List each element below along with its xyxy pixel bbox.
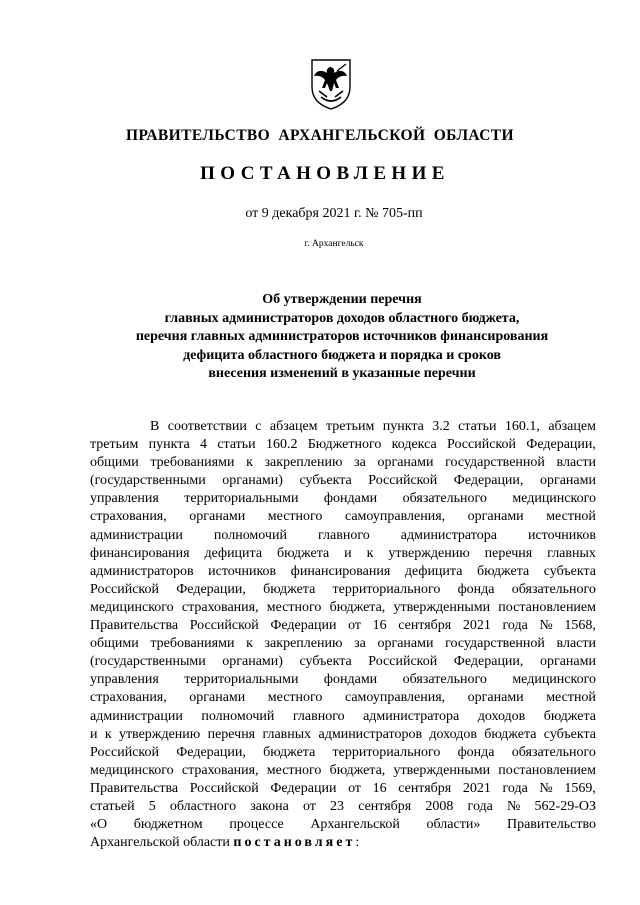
body-word: доходов xyxy=(429,726,477,742)
body-word: закона xyxy=(250,798,289,814)
body-word: органами xyxy=(189,509,246,525)
body-word: субъекта xyxy=(299,473,352,489)
body-word: местного xyxy=(266,599,322,615)
body-word: местной xyxy=(546,509,596,525)
body-line xyxy=(90,816,596,834)
body-word: утвержденными xyxy=(393,762,491,778)
body-word: местного xyxy=(267,509,323,525)
body-word: третьим xyxy=(325,419,375,434)
body-word: 3.2 xyxy=(432,419,450,434)
body-line xyxy=(90,744,596,762)
body-word: обязательного xyxy=(511,744,596,760)
body-line xyxy=(90,798,596,816)
body-line xyxy=(90,418,596,436)
title-line: внесения изменений в указанные перечни xyxy=(208,366,476,382)
body-word: утвержденными xyxy=(393,599,491,615)
title-line: дефицита областного бюджета и порядка и сроков xyxy=(183,347,501,363)
body-word: обязательного xyxy=(402,672,487,688)
body-word: 2008 xyxy=(425,798,454,814)
body-word: постановлением xyxy=(498,762,596,778)
body-word: бюджета xyxy=(277,545,330,561)
body-word: абзацем xyxy=(548,419,596,434)
body-word: фондами xyxy=(323,672,378,688)
body-word: органами xyxy=(539,654,596,670)
body-word: Федерации xyxy=(270,618,337,634)
body-line xyxy=(90,726,596,744)
document-body xyxy=(90,418,596,852)
body-word: 1568, xyxy=(564,618,596,634)
body-word: власти xyxy=(556,636,596,652)
body-word: Федерации, xyxy=(176,744,246,760)
body-word: фонда xyxy=(457,581,495,597)
final-line-prefix: Архангельской области xyxy=(90,835,230,851)
body-line xyxy=(90,545,596,563)
body-word: требованиями xyxy=(150,636,235,652)
body-word: местного xyxy=(267,690,323,706)
body-word: главного xyxy=(292,708,345,724)
body-line xyxy=(90,635,596,653)
body-word: бюджета xyxy=(263,744,316,760)
body-line xyxy=(90,527,596,545)
body-word: медицинского xyxy=(512,491,596,507)
body-word: администратора xyxy=(363,708,460,724)
body-word: территориального xyxy=(332,581,441,597)
body-line xyxy=(90,671,596,689)
body-word: № xyxy=(507,798,521,814)
body-word: 23 xyxy=(330,798,345,814)
body-word: 2021 xyxy=(462,618,491,634)
body-word: общими xyxy=(90,636,139,652)
body-word: утверждению xyxy=(388,545,470,561)
body-word: от xyxy=(348,780,361,796)
body-word: полномочий xyxy=(201,708,275,724)
body-word: областного xyxy=(169,798,237,814)
body-word: Российской xyxy=(189,780,259,796)
body-word: медицинского xyxy=(90,762,174,778)
body-word: финансирования xyxy=(290,563,391,579)
body-word: местного xyxy=(266,762,322,778)
body-word: «О xyxy=(90,817,108,833)
body-word: администраторов xyxy=(318,726,423,742)
body-word: Федерации, xyxy=(453,654,524,670)
body-line xyxy=(90,599,596,617)
body-line xyxy=(90,617,596,635)
body-word: к xyxy=(366,545,374,561)
coat-of-arms-icon xyxy=(309,57,353,111)
body-word: общими xyxy=(90,455,139,471)
body-word: перечня xyxy=(207,726,256,742)
body-word: власти xyxy=(556,455,596,471)
body-word: бюджета, xyxy=(329,599,386,615)
body-word: территориальными xyxy=(184,672,299,688)
body-word: источников xyxy=(208,563,277,579)
body-word: Правительства xyxy=(90,618,179,634)
body-word: к xyxy=(246,636,253,652)
body-word: бюджета xyxy=(543,708,596,724)
body-word: страхования, xyxy=(181,599,259,615)
body-word: главных xyxy=(262,726,312,742)
body-word: Российской xyxy=(189,618,259,634)
body-word: управления xyxy=(90,672,159,688)
body-word: дефицита xyxy=(204,545,263,561)
body-word: статьи xyxy=(217,437,256,453)
body-line xyxy=(90,508,596,526)
body-line xyxy=(90,472,596,490)
body-line xyxy=(90,762,596,780)
body-word: сентября xyxy=(398,780,452,796)
body-line xyxy=(90,689,596,707)
body-word: Федерации xyxy=(270,780,337,796)
body-word: Российской xyxy=(368,473,438,489)
body-word: года xyxy=(502,780,528,796)
title-line: Об утверждении перечня xyxy=(262,292,422,307)
body-word: требованиями xyxy=(150,455,235,471)
body-word: администрации xyxy=(90,708,183,724)
document-city: г. Архангельск xyxy=(304,239,364,249)
document-type: ПОСТАНОВЛЕНИЕ xyxy=(200,163,450,184)
body-word: 562-29-ОЗ xyxy=(534,798,596,814)
body-word: с xyxy=(255,419,262,434)
body-word: 160.2 xyxy=(265,437,298,453)
body-word: перечня xyxy=(484,545,533,561)
body-word: и xyxy=(344,545,352,561)
body-line xyxy=(90,708,596,726)
body-line xyxy=(90,454,596,472)
body-word: субъекта xyxy=(299,654,352,670)
body-word: утверждению xyxy=(118,726,201,742)
body-word: страхования, xyxy=(181,762,259,778)
body-word: к xyxy=(246,455,253,471)
body-word: В xyxy=(150,419,160,434)
body-word: статьи xyxy=(458,419,497,434)
body-word: администратора xyxy=(400,527,497,543)
body-word: закреплению xyxy=(264,636,343,652)
body-word: Бюджетного xyxy=(307,437,382,453)
body-word: медицинского xyxy=(90,599,174,615)
body-word: администрации xyxy=(90,527,183,543)
body-line xyxy=(90,581,596,599)
body-word: за xyxy=(354,455,366,471)
body-word: государственной xyxy=(445,636,545,652)
body-word: бюджетном xyxy=(133,817,203,833)
body-word: (государственными xyxy=(90,473,206,489)
body-word: года xyxy=(502,618,528,634)
body-word: Архангельской xyxy=(310,817,400,833)
body-word: и xyxy=(90,726,98,742)
body-line xyxy=(90,653,596,671)
body-word: органами xyxy=(467,690,524,706)
body-line xyxy=(90,490,596,508)
body-word: № xyxy=(539,618,553,634)
body-word: бюджета, xyxy=(329,762,386,778)
organization-name: ПРАВИТЕЛЬСТВО АРХАНГЕЛЬСКОЙ ОБЛАСТИ xyxy=(125,127,514,144)
body-word: сентября xyxy=(398,618,452,634)
body-word: третьим xyxy=(90,437,139,453)
body-word: от xyxy=(348,618,361,634)
body-word: Федерации, xyxy=(176,581,246,597)
body-word: государственной xyxy=(445,455,545,471)
body-word: местной xyxy=(546,690,596,706)
body-word: фондами xyxy=(323,491,378,507)
body-word: обязательного xyxy=(402,491,487,507)
body-word: Федерации, xyxy=(453,473,524,489)
body-word: Российской xyxy=(90,581,159,597)
body-word: Российской xyxy=(368,654,438,670)
body-line xyxy=(90,436,596,454)
body-word: доходов xyxy=(477,708,526,724)
body-word: Российской xyxy=(447,437,516,453)
document-title xyxy=(90,291,594,384)
body-word: самоуправления, xyxy=(344,509,446,525)
body-word: субъекта xyxy=(543,563,596,579)
title-line: главных администраторов доходов областного бюджета, xyxy=(164,310,520,326)
body-word: главных xyxy=(547,545,596,561)
final-line-suffix: : xyxy=(355,835,360,851)
body-word: 160.1, xyxy=(504,419,540,434)
body-word: процессе xyxy=(229,817,284,833)
body-word: источников xyxy=(527,527,596,543)
body-word: Правительства xyxy=(90,780,179,796)
body-word: года xyxy=(467,798,493,814)
body-word: органами xyxy=(377,455,434,471)
body-line xyxy=(90,780,596,798)
body-word: обязательного xyxy=(511,581,596,597)
body-word: управления xyxy=(90,491,159,507)
body-word: постановлением xyxy=(498,599,596,615)
document-date-number: от 9 декабря 2021 г. № 705-пп xyxy=(245,206,423,221)
body-word: к xyxy=(104,726,112,742)
body-word: дефицита xyxy=(404,563,463,579)
title-line: перечня главных администраторов источников финансирования xyxy=(135,329,549,345)
body-word: самоуправления, xyxy=(344,690,446,706)
body-word: 5 xyxy=(148,798,156,814)
body-word: главного xyxy=(317,527,370,543)
body-word: статьей xyxy=(90,798,135,814)
body-word: 4 xyxy=(200,437,208,453)
body-word: 1569, xyxy=(564,780,596,796)
body-word: территориальными xyxy=(184,491,299,507)
body-word: администраторов xyxy=(90,563,194,579)
body-word: закреплению xyxy=(264,455,343,471)
body-word: бюджета xyxy=(484,726,537,742)
body-word: Федерации, xyxy=(526,437,596,453)
body-word: органами) xyxy=(222,473,283,489)
body-word: № xyxy=(539,780,553,796)
body-word: страхования, xyxy=(90,509,167,525)
body-word: Правительство xyxy=(506,817,596,833)
body-word: бюджета xyxy=(263,581,316,597)
body-word: Российской xyxy=(90,744,159,760)
body-word: территориального xyxy=(332,744,441,760)
body-final-line xyxy=(90,834,596,852)
body-word: сентября xyxy=(358,798,412,814)
body-word: субъекта xyxy=(543,726,596,742)
body-word: фонда xyxy=(457,744,495,760)
body-word: органами xyxy=(377,636,434,652)
body-word: 2021 xyxy=(462,780,491,796)
body-word: бюджета xyxy=(477,563,530,579)
body-word: пункта xyxy=(148,437,190,453)
body-word: кодекса xyxy=(391,437,437,453)
body-line xyxy=(90,563,596,581)
body-word: финансирования xyxy=(90,545,190,561)
body-word: от xyxy=(302,798,316,814)
body-word: абзацем xyxy=(269,419,318,434)
body-word: страхования, xyxy=(90,690,167,706)
body-word: органами xyxy=(467,509,524,525)
body-word: органами xyxy=(189,690,246,706)
body-word: за xyxy=(354,636,366,652)
decree-verb: постановляет xyxy=(233,835,356,851)
body-word: (государственными xyxy=(90,654,206,670)
body-word: органами xyxy=(539,473,596,489)
body-word: органами) xyxy=(222,654,283,670)
body-word: соответствии xyxy=(167,419,247,434)
body-word: пункта xyxy=(382,419,424,434)
body-word: 16 xyxy=(372,618,387,634)
body-word: полномочий xyxy=(213,527,287,543)
body-word: 16 xyxy=(372,780,387,796)
body-word: медицинского xyxy=(512,672,596,688)
body-word: области» xyxy=(426,817,481,833)
